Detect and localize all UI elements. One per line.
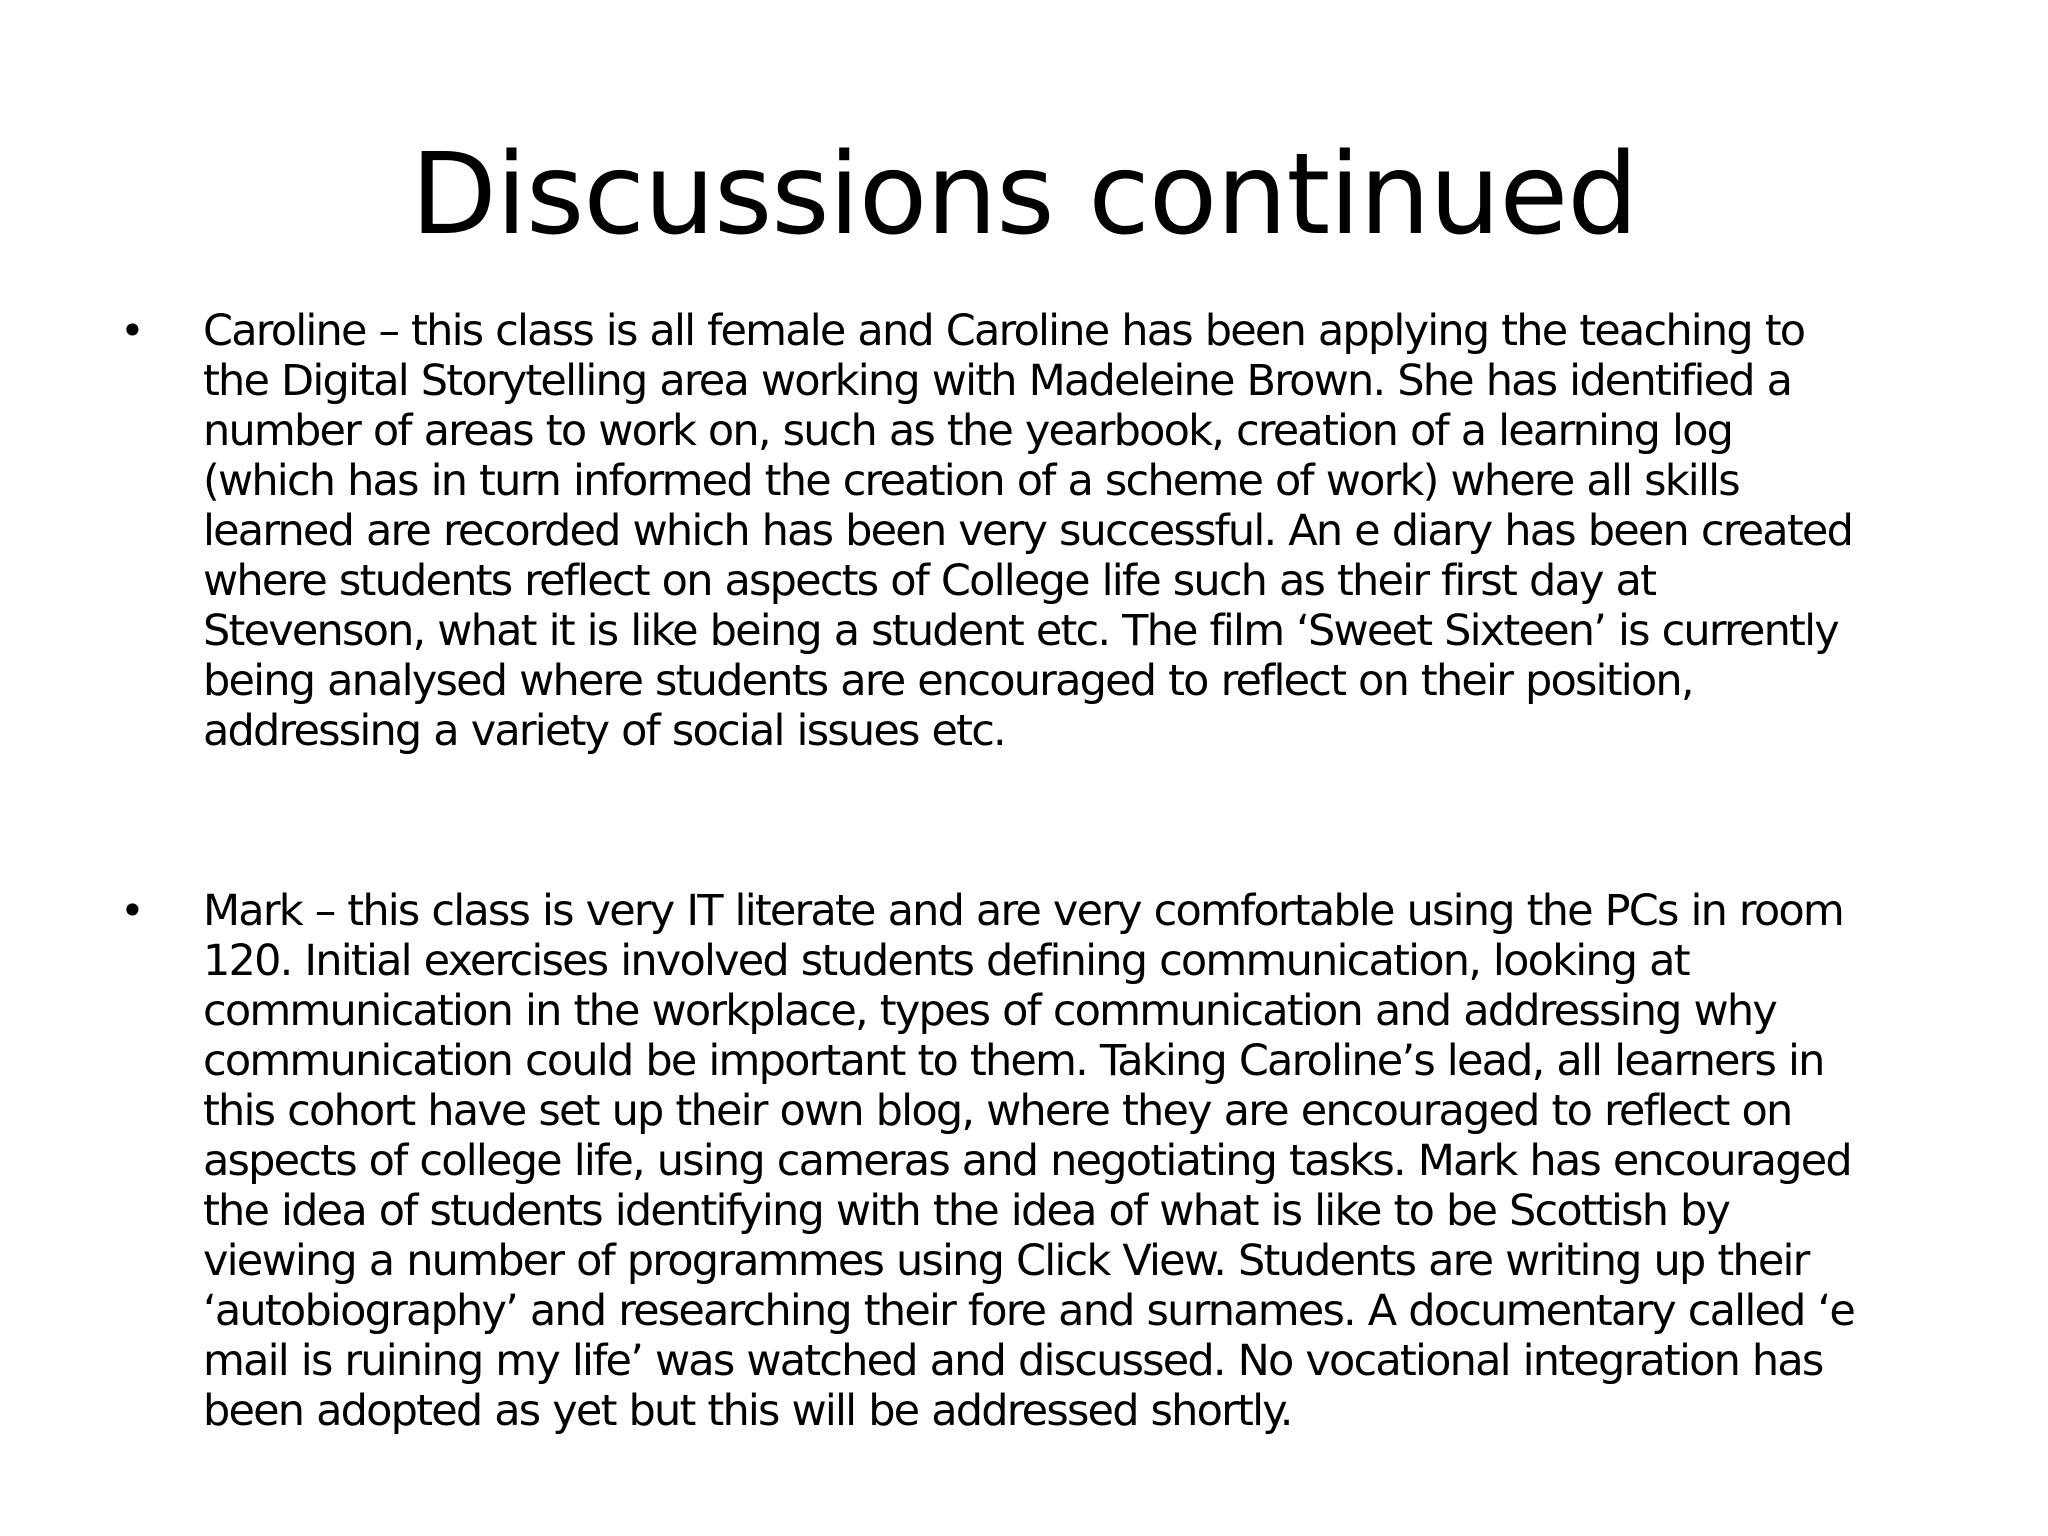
slide-title: Discussions continued <box>410 130 1638 260</box>
bullet-marker: • <box>120 886 145 935</box>
bullet-marker: • <box>120 306 145 355</box>
bullet-text-caroline: Caroline – this class is all female and Caroline has been applying the teaching to the Digital Storytelling area working with Madeleine Brown. She has identified a number of areas to work on, such as the yearbook, creation of a learning log (which has in turn informed the creation of a scheme of work) where all skills learned are recorded which has been very successful. An e diary has been created where students reflect on aspects of College life such as their first day at Stevenson, what it is like being a student etc. The film ‘Sweet Sixteen’ is currently being analysed where students are encouraged to reflect on their position, addressing a variety of social issues etc. <box>203 306 1853 756</box>
bullet-text-mark: Mark – this class is very IT literate and are very comfortable using the PCs in room 120. Initial exercises involved students defining communication, looking at communication in the workplace, types of communication and addressing why communication could be important to them. Taking Caroline’s lead, all learners in this cohort have set up their own blog, where they are encouraged to reflect on aspects of college life, using cameras and negotiating tasks. Mark has encouraged the idea of students identifying with the idea of what is like to be Scottish by viewing a number of programmes using Click View. Students are writing up their ‘autobiography’ and researching their fore and surnames. A documentary called ‘e mail is ruining my life’ was watched and discussed. No vocational integration has been adopted as yet but this will be addressed shortly. <box>203 886 1855 1436</box>
